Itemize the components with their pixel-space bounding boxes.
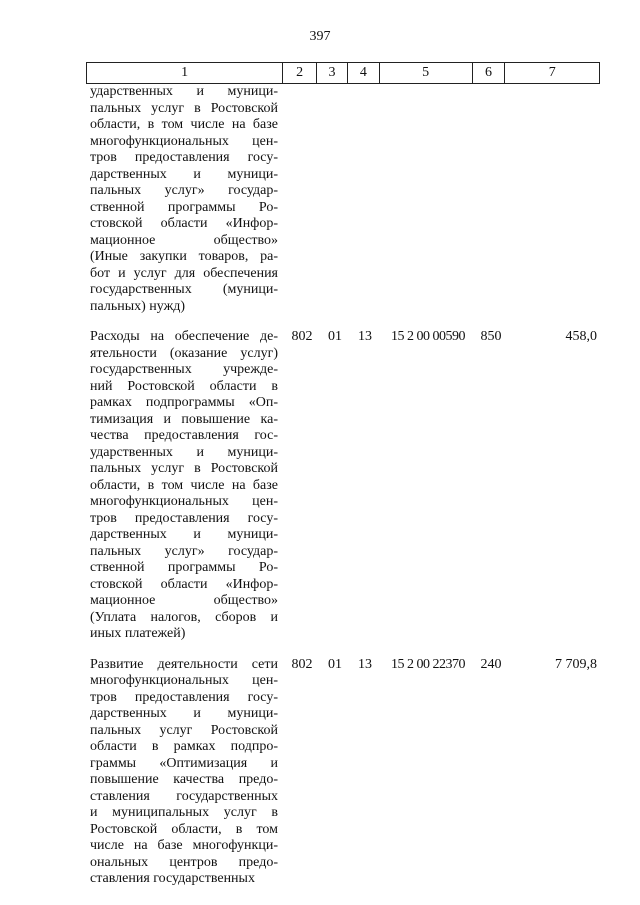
description-line: области в рамках подпро- <box>90 739 278 754</box>
description-line: пальных услуг Ростовской <box>90 722 278 738</box>
description-line: иных платежей) <box>90 626 186 641</box>
header-col-6: 6 <box>473 63 506 83</box>
row-description <box>90 657 278 888</box>
row-description <box>90 84 278 315</box>
description-line: чества предоставления гос- <box>90 428 278 443</box>
description-line: мационное общество» <box>90 593 278 608</box>
header-col-3: 3 <box>317 63 348 83</box>
description-line: многофункциональных цен- <box>90 673 278 688</box>
cell-c5: 15 2 00 22370 <box>391 656 465 672</box>
description-line: рамках подпрограммы «Оп- <box>90 395 278 410</box>
header-col-1: 1 <box>87 63 283 83</box>
description-line: ственной программы Ро- <box>90 199 278 215</box>
description-line: тров предоставления госу- <box>90 510 278 526</box>
description-line: граммы «Оптимизация и <box>90 755 278 771</box>
description-line: государственных (муници- <box>90 282 278 297</box>
description-line: бот и услуг для обеспечения <box>90 265 278 281</box>
description-line: тимизация и повышение ка- <box>90 411 278 427</box>
description-line: области, в том числе на базе <box>90 117 278 132</box>
cell-c4: 13 <box>358 329 372 344</box>
description-line: ятельности (оказание услуг) <box>90 345 278 361</box>
cell-c6: 850 <box>480 329 502 344</box>
description-line: тров предоставления госу- <box>90 150 278 165</box>
description-line: многофункциональных цен- <box>90 133 278 149</box>
description-line: дарственных и муници- <box>90 706 278 721</box>
cell-c6: 240 <box>480 656 502 672</box>
description-line: стовской области «Инфор- <box>90 576 278 592</box>
description-line: ний Ростовской области в <box>90 378 278 394</box>
description-line: области, в том числе на базе <box>90 477 278 493</box>
header-col-2: 2 <box>283 63 317 83</box>
description-line: пальных услуг в Ростовской <box>90 461 278 476</box>
description-line: многофункциональных цен- <box>90 494 278 509</box>
row-description <box>90 329 278 643</box>
description-line: Развитие деятельности сети <box>90 656 278 672</box>
description-line: (Уплата налогов, сборов и <box>90 609 278 625</box>
description-line: дарственных и муници- <box>90 166 278 182</box>
cell-c2: 802 <box>291 329 313 344</box>
header-col-5: 5 <box>380 63 473 83</box>
description-line: (Иные закупки товаров, ра- <box>90 249 278 264</box>
table-header <box>86 62 600 84</box>
table-row <box>0 329 640 643</box>
description-line: Ростовской области, в том <box>90 821 278 837</box>
description-line: ональных центров предо- <box>90 854 278 870</box>
cell-c2: 802 <box>291 656 313 672</box>
description-line: пальных услуг» государ- <box>90 183 278 198</box>
description-line: тров предоставления госу- <box>90 689 278 705</box>
cell-c5: 15 2 00 00590 <box>391 329 465 344</box>
description-line: мационное общество» <box>90 232 278 248</box>
page-number: 397 <box>309 29 331 44</box>
description-line: пальных услуг в Ростовской <box>90 100 278 116</box>
description-line: ственной программы Ро- <box>90 560 278 575</box>
row-gap <box>0 643 640 657</box>
description-line: ударственных и муници- <box>90 84 278 99</box>
row-gap <box>0 315 640 329</box>
table-row <box>0 84 640 315</box>
description-line: ставления государственных <box>90 788 278 804</box>
cell-c7: 7 709,8 <box>555 656 597 672</box>
description-line: государственных учрежде- <box>90 362 278 377</box>
description-line: и муниципальных услуг в <box>90 805 278 820</box>
header-col-7: 7 <box>548 65 556 80</box>
description-line: числе на базе многофункци- <box>90 838 278 853</box>
description-line: ударственных и муници- <box>90 444 278 460</box>
description-line: стовской области «Инфор- <box>90 216 278 231</box>
table-row <box>0 657 640 888</box>
description-line: пальных услуг» государ- <box>90 543 278 559</box>
description-line: ставления государственных <box>90 871 255 886</box>
description-line: повышение качества предо- <box>90 772 278 787</box>
description-line: дарственных и муници- <box>90 527 278 542</box>
header-col-4: 4 <box>348 63 380 83</box>
cell-c7: 458,0 <box>565 329 597 344</box>
table-body <box>0 84 640 888</box>
description-line: Расходы на обеспечение де- <box>90 329 278 344</box>
description-line: пальных) нужд) <box>90 298 186 314</box>
cell-c3: 01 <box>328 329 342 344</box>
cell-c3: 01 <box>328 656 342 672</box>
cell-c4: 13 <box>358 656 372 672</box>
